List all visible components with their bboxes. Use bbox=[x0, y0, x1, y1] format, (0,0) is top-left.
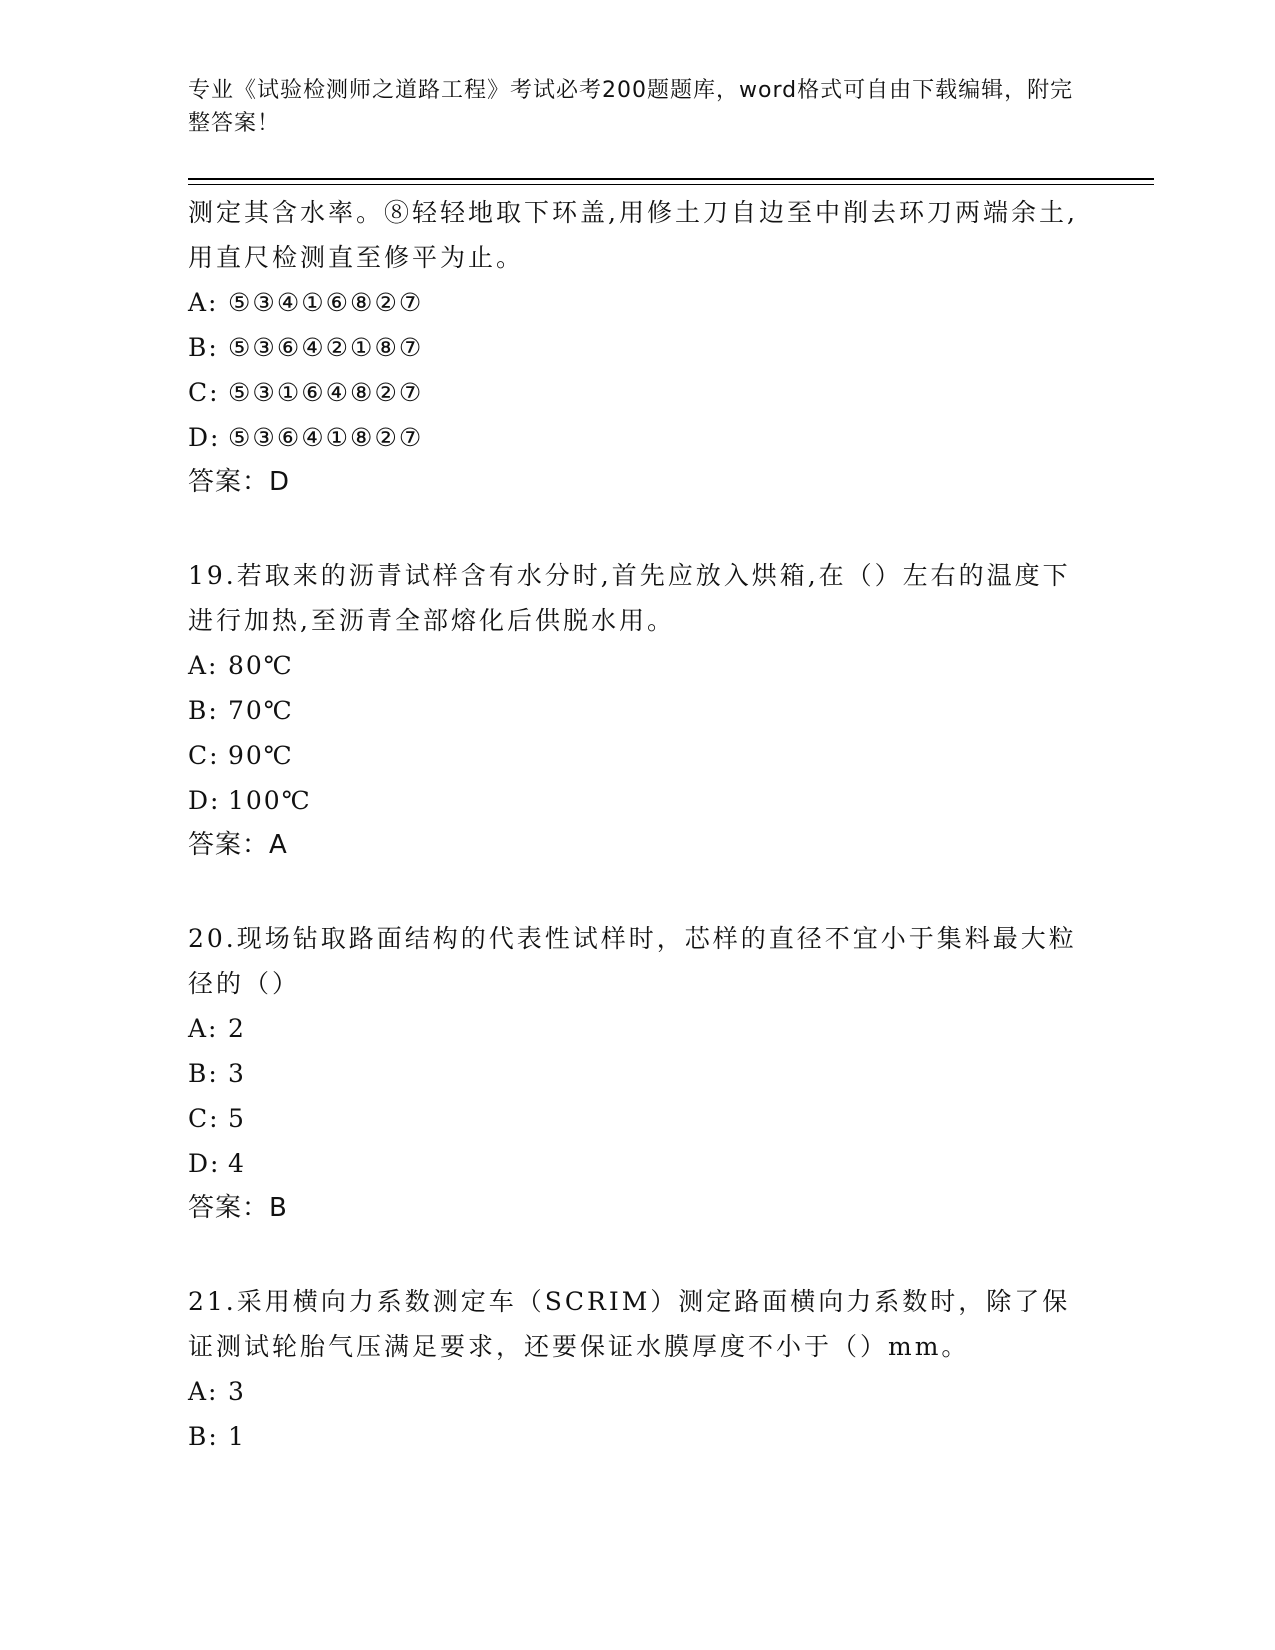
answer-line: 答案：D bbox=[188, 467, 291, 497]
option-b bbox=[188, 1051, 1088, 1096]
question-20 bbox=[188, 916, 1088, 1231]
question-21 bbox=[188, 1279, 1088, 1459]
option-c bbox=[188, 370, 1088, 415]
question-list bbox=[188, 190, 1088, 1459]
option-a bbox=[188, 1006, 1088, 1051]
question-text: 19.若取来的沥青试样含有水分时,首先应放入烘箱,在（）左右的温度下进行加热,至沥青全部熔化后供脱水用。 bbox=[188, 561, 1071, 635]
option-label: D: bbox=[188, 1149, 221, 1178]
option-text: 90℃ bbox=[228, 741, 294, 770]
option-text: ⑤③①⑥④⑧②⑦ bbox=[228, 378, 424, 407]
option-text: 3 bbox=[228, 1377, 246, 1406]
option-b bbox=[188, 688, 1088, 733]
option-a bbox=[188, 643, 1088, 688]
option-label: B: bbox=[188, 696, 219, 725]
option-label: C: bbox=[188, 1104, 220, 1133]
option-text: 1 bbox=[228, 1422, 246, 1451]
option-label: C: bbox=[188, 378, 220, 407]
option-text: ⑤③⑥④①⑧②⑦ bbox=[228, 423, 424, 452]
option-label: A: bbox=[188, 288, 219, 317]
option-text: 3 bbox=[228, 1059, 246, 1088]
option-a bbox=[188, 280, 1088, 325]
option-label: B: bbox=[188, 333, 219, 362]
document-header: 专业《试验检测师之道路工程》考试必考200题题库，word格式可自由下载编辑，附完整答案！ bbox=[188, 78, 1074, 136]
option-label: A: bbox=[188, 651, 219, 680]
question-text: 测定其含水率。⑧轻轻地取下环盖,用修土刀自边至中削去环刀两端余土,用直尺检测直至修平为止。 bbox=[188, 198, 1078, 272]
option-c bbox=[188, 1096, 1088, 1141]
option-d bbox=[188, 1141, 1088, 1186]
option-d bbox=[188, 778, 1088, 823]
question-text: 20.现场钻取路面结构的代表性试样时，芯样的直径不宜小于集料最大粒径的（） bbox=[188, 924, 1077, 998]
option-label: B: bbox=[188, 1422, 219, 1451]
option-c bbox=[188, 733, 1088, 778]
option-text: 5 bbox=[228, 1104, 246, 1133]
option-text: 4 bbox=[228, 1149, 246, 1178]
option-label: D: bbox=[188, 423, 221, 452]
answer-line: 答案：A bbox=[188, 830, 288, 860]
option-text: 70℃ bbox=[228, 696, 294, 725]
option-label: C: bbox=[188, 741, 220, 770]
option-label: A: bbox=[188, 1377, 219, 1406]
option-text: 80℃ bbox=[228, 651, 294, 680]
option-a bbox=[188, 1369, 1088, 1414]
question-text: 21.采用横向力系数测定车（SCRIM）测定路面横向力系数时，除了保证测试轮胎气压满足要求，还要保证水膜厚度不小于（）mm。 bbox=[188, 1287, 1071, 1361]
option-text: ⑤③④①⑥⑧②⑦ bbox=[228, 288, 424, 317]
option-label: B: bbox=[188, 1059, 219, 1088]
answer-line: 答案：B bbox=[188, 1193, 288, 1223]
option-label: D: bbox=[188, 786, 221, 815]
option-b bbox=[188, 1414, 1088, 1459]
question-18-continuation bbox=[188, 190, 1088, 505]
option-text: 100℃ bbox=[228, 786, 312, 815]
option-b bbox=[188, 325, 1088, 370]
option-text: ⑤③⑥④②①⑧⑦ bbox=[228, 333, 424, 362]
option-label: A: bbox=[188, 1014, 219, 1043]
header-rule-top bbox=[188, 178, 1154, 180]
question-19 bbox=[188, 553, 1088, 868]
header-rule-bottom bbox=[188, 184, 1154, 185]
option-text: 2 bbox=[228, 1014, 246, 1043]
option-d bbox=[188, 415, 1088, 460]
